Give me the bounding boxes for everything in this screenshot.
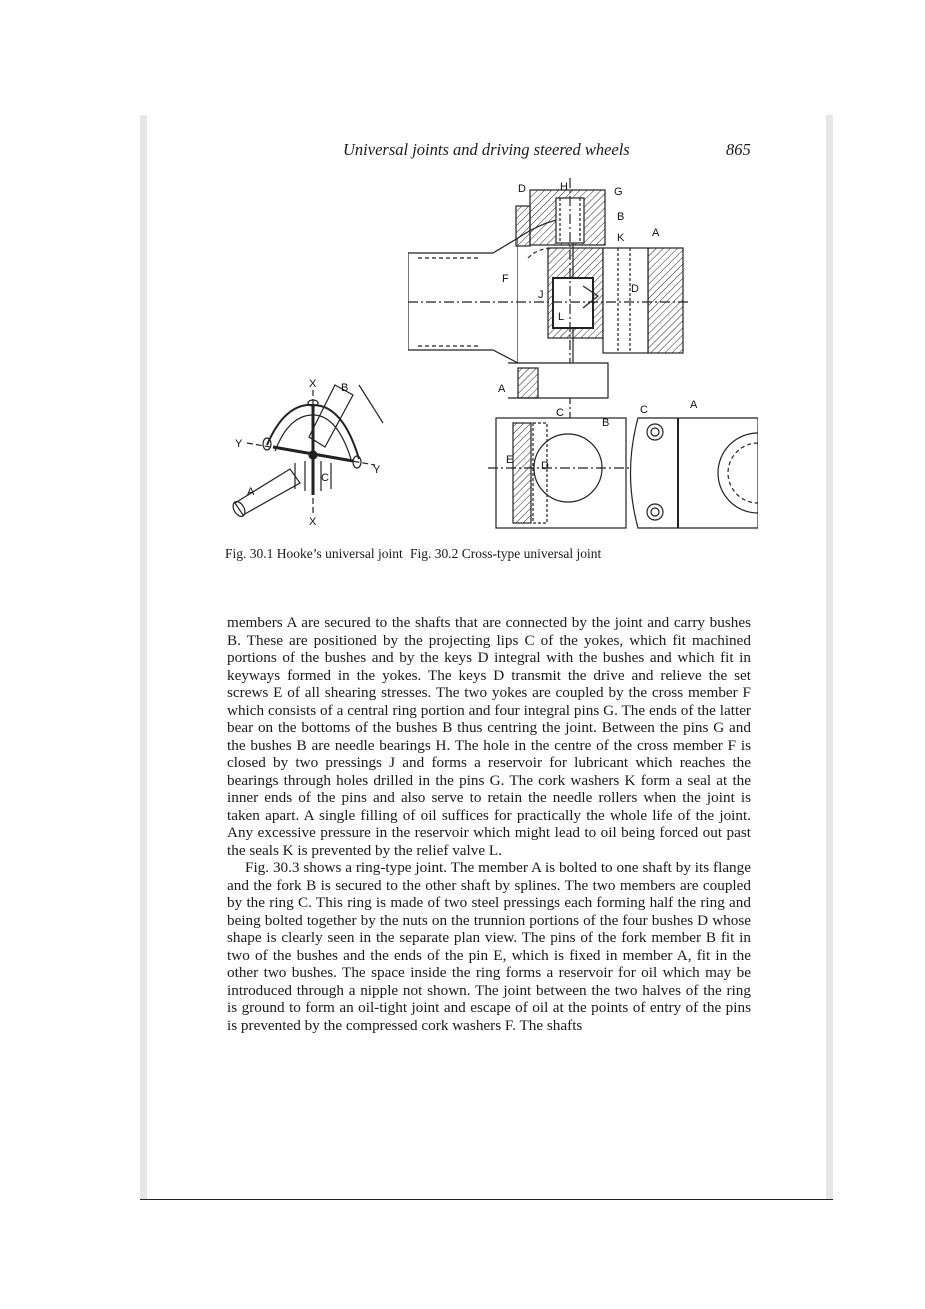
figure-caption-cross-type: Fig. 30.2 Cross-type universal joint xyxy=(410,546,602,561)
cross-label-e: E xyxy=(506,454,514,466)
cross-label-f: F xyxy=(502,273,509,285)
cross-label-d-lower: D xyxy=(541,460,549,472)
page-number: 865 xyxy=(726,140,751,159)
cross-label-a-lower: A xyxy=(498,383,506,395)
hooke-label-b: B xyxy=(341,382,349,394)
page-left-edge xyxy=(140,115,147,1200)
cross-label-j: J xyxy=(538,289,544,301)
running-title: Universal joints and driving steered wheels xyxy=(343,140,630,159)
cross-label-c-plan: C xyxy=(640,404,648,416)
cross-label-b-lower: B xyxy=(602,417,610,429)
cross-type-joint-drawing xyxy=(408,178,758,530)
hooke-label-a: A xyxy=(247,486,255,498)
hooke-label-x-bottom: X xyxy=(309,516,317,528)
figure-hookes-joint xyxy=(225,365,395,530)
hookes-joint-drawing xyxy=(225,365,395,530)
figure-cross-type-joint xyxy=(408,178,758,530)
cross-label-b-top: B xyxy=(617,211,625,223)
body-text xyxy=(227,614,751,1034)
cross-label-g: G xyxy=(614,186,623,198)
cross-label-a-plan: A xyxy=(690,399,698,411)
cross-label-k: K xyxy=(617,232,625,244)
figure-caption-hookes: Fig. 30.1 Hooke’s universal joint xyxy=(225,546,403,561)
cross-label-h: H xyxy=(560,181,568,193)
paragraph: members A are secured to the shafts that are connected by the joint and carry bushes B. These are positioned by the projecting lips C of the yokes, which fit machined portions of the bushes and by the keys D integral with the bushes and which fit in keyways formed in the yokes. The keys D transmit the drive and relieve the set screws E of all shearing stresses. The two yokes are coupled by the cross member F which consists of a central ring portion and four integral pins G. The ends of the latter bear on the bottoms of the bushes B thus centring the joint. Between the pins G and the bushes B are needle bearings H. The hole in the centre of the cross member F is closed by two pressings J and forms a reservoir for lubricant which reaches the bearings through holes drilled in the pins G. The cork washers K form a seal at the inner ends of the pins and also serve to retain the needle rollers when the joint is taken apart. A single filling of oil suffices for practically the whole life of the joint. Any excessive pressure in the reservoir which might lead to oil being forced out past the seals K is prevented by the relief valve L. xyxy=(227,614,751,859)
hooke-label-x-top: X xyxy=(309,378,317,390)
cross-label-c-lower: C xyxy=(556,407,564,419)
page-right-edge xyxy=(826,115,833,1200)
hooke-label-c: C xyxy=(321,472,329,484)
cross-label-d-top: D xyxy=(518,183,526,195)
hooke-label-y-left: Y xyxy=(235,438,243,450)
cross-label-a-top: A xyxy=(652,227,660,239)
cross-label-d-mid: D xyxy=(631,283,639,295)
page-bottom-rule xyxy=(140,1199,833,1200)
cross-label-l: L xyxy=(558,311,565,323)
paragraph: Fig. 30.3 shows a ring-type joint. The member A is bolted to one shaft by its flange and the fork B is secured to the other shaft by splines. The two members are coupled by the ring C. This ring is made of two steel pressings each forming half the ring and being bolted together by the nuts on the trunnion portions of the four bushes D whose shape is clearly seen in the separate plan view. The pins of the fork member B fit in two of the bushes and the ends of the pin E, which is fixed in member A, fit in the other two bushes. The space inside the ring forms a reservoir for oil which may be introduced through a nipple not shown. The joint between the two halves of the ring is ground to form an oil-tight joint and escape of oil at the points of entry of the pins is prevented by the compressed cork washers F. The shafts xyxy=(227,859,751,1034)
hooke-label-y-right: Y xyxy=(373,464,381,476)
